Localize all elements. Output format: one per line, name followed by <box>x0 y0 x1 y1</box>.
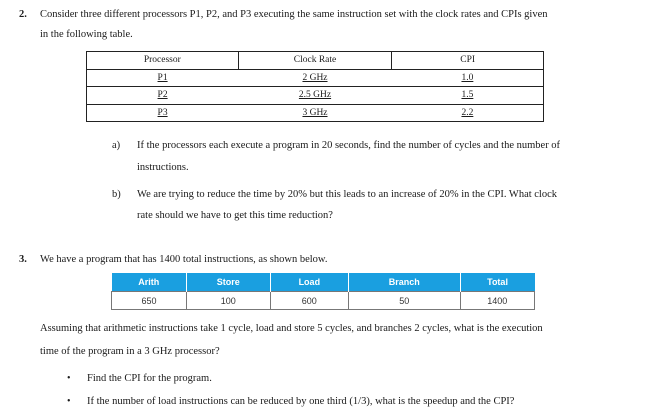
table-row <box>87 69 544 87</box>
question-2-text-line1: Consider three different processors P1, P2, and P3 executing the same instruction set with the clock rates and CPIs given <box>40 9 548 20</box>
question-2-text-line2: in the following table. <box>40 29 133 40</box>
table-row <box>112 292 535 310</box>
header-processor: Processor <box>87 52 239 70</box>
header-clock-rate: Clock Rate <box>238 52 392 70</box>
cell-store: 100 <box>186 292 270 310</box>
processor-table <box>86 51 544 122</box>
header-store: Store <box>186 273 270 292</box>
sub-question-b-line2: rate should we have to get this time reduction? <box>137 210 333 221</box>
sub-question-b-line1: We are trying to reduce the time by 20% but this leads to an increase of 20% in the CPI. What clock <box>137 189 558 200</box>
sub-question-a-line1: If the processors each execute a program in 20 seconds, find the number of cycles and the number of <box>137 140 561 151</box>
cell-cpi: 1.0 <box>392 69 544 87</box>
cell-arith: 650 <box>112 292 187 310</box>
cell-processor: P1 <box>87 69 239 87</box>
instruction-mix-table <box>111 273 535 310</box>
question-3-text-line2: time of the program in a 3 GHz processor? <box>40 346 220 357</box>
table-row <box>87 104 544 122</box>
header-total: Total <box>460 273 534 292</box>
question-2-number: 2. <box>19 9 27 20</box>
bullet-1-marker: • <box>67 373 71 384</box>
table-row <box>87 87 544 105</box>
header-branch: Branch <box>349 273 461 292</box>
header-load: Load <box>270 273 348 292</box>
instruction-mix-header <box>112 273 535 292</box>
cell-load: 600 <box>270 292 348 310</box>
cell-cpi: 1.5 <box>392 87 544 105</box>
cell-total: 1400 <box>460 292 534 310</box>
sub-question-a-line2: instructions. <box>137 162 189 173</box>
processor-table-header <box>87 52 544 70</box>
cell-clock-rate: 2 GHz <box>238 69 392 87</box>
question-3-intro: We have a program that has 1400 total instructions, as shown below. <box>40 254 328 265</box>
cell-branch: 50 <box>349 292 461 310</box>
cell-processor: P2 <box>87 87 239 105</box>
header-arith: Arith <box>112 273 187 292</box>
bullet-2-text: If the number of load instructions can be reduced by one third (1/3), what is the speedup and the CPI? <box>87 396 515 407</box>
cell-processor: P3 <box>87 104 239 122</box>
sub-question-b-label: b) <box>112 189 121 200</box>
cell-cpi: 2.2 <box>392 104 544 122</box>
bullet-1-text: Find the CPI for the program. <box>87 373 212 384</box>
cell-clock-rate: 3 GHz <box>238 104 392 122</box>
bullet-2-marker: • <box>67 396 71 407</box>
cell-clock-rate: 2.5 GHz <box>238 87 392 105</box>
question-3-number: 3. <box>19 254 27 265</box>
header-cpi: CPI <box>392 52 544 70</box>
question-3-text-line1: Assuming that arithmetic instructions take 1 cycle, load and store 5 cycles, and branches 2 cycles, what is the execution <box>40 323 543 334</box>
sub-question-a-label: a) <box>112 140 121 151</box>
